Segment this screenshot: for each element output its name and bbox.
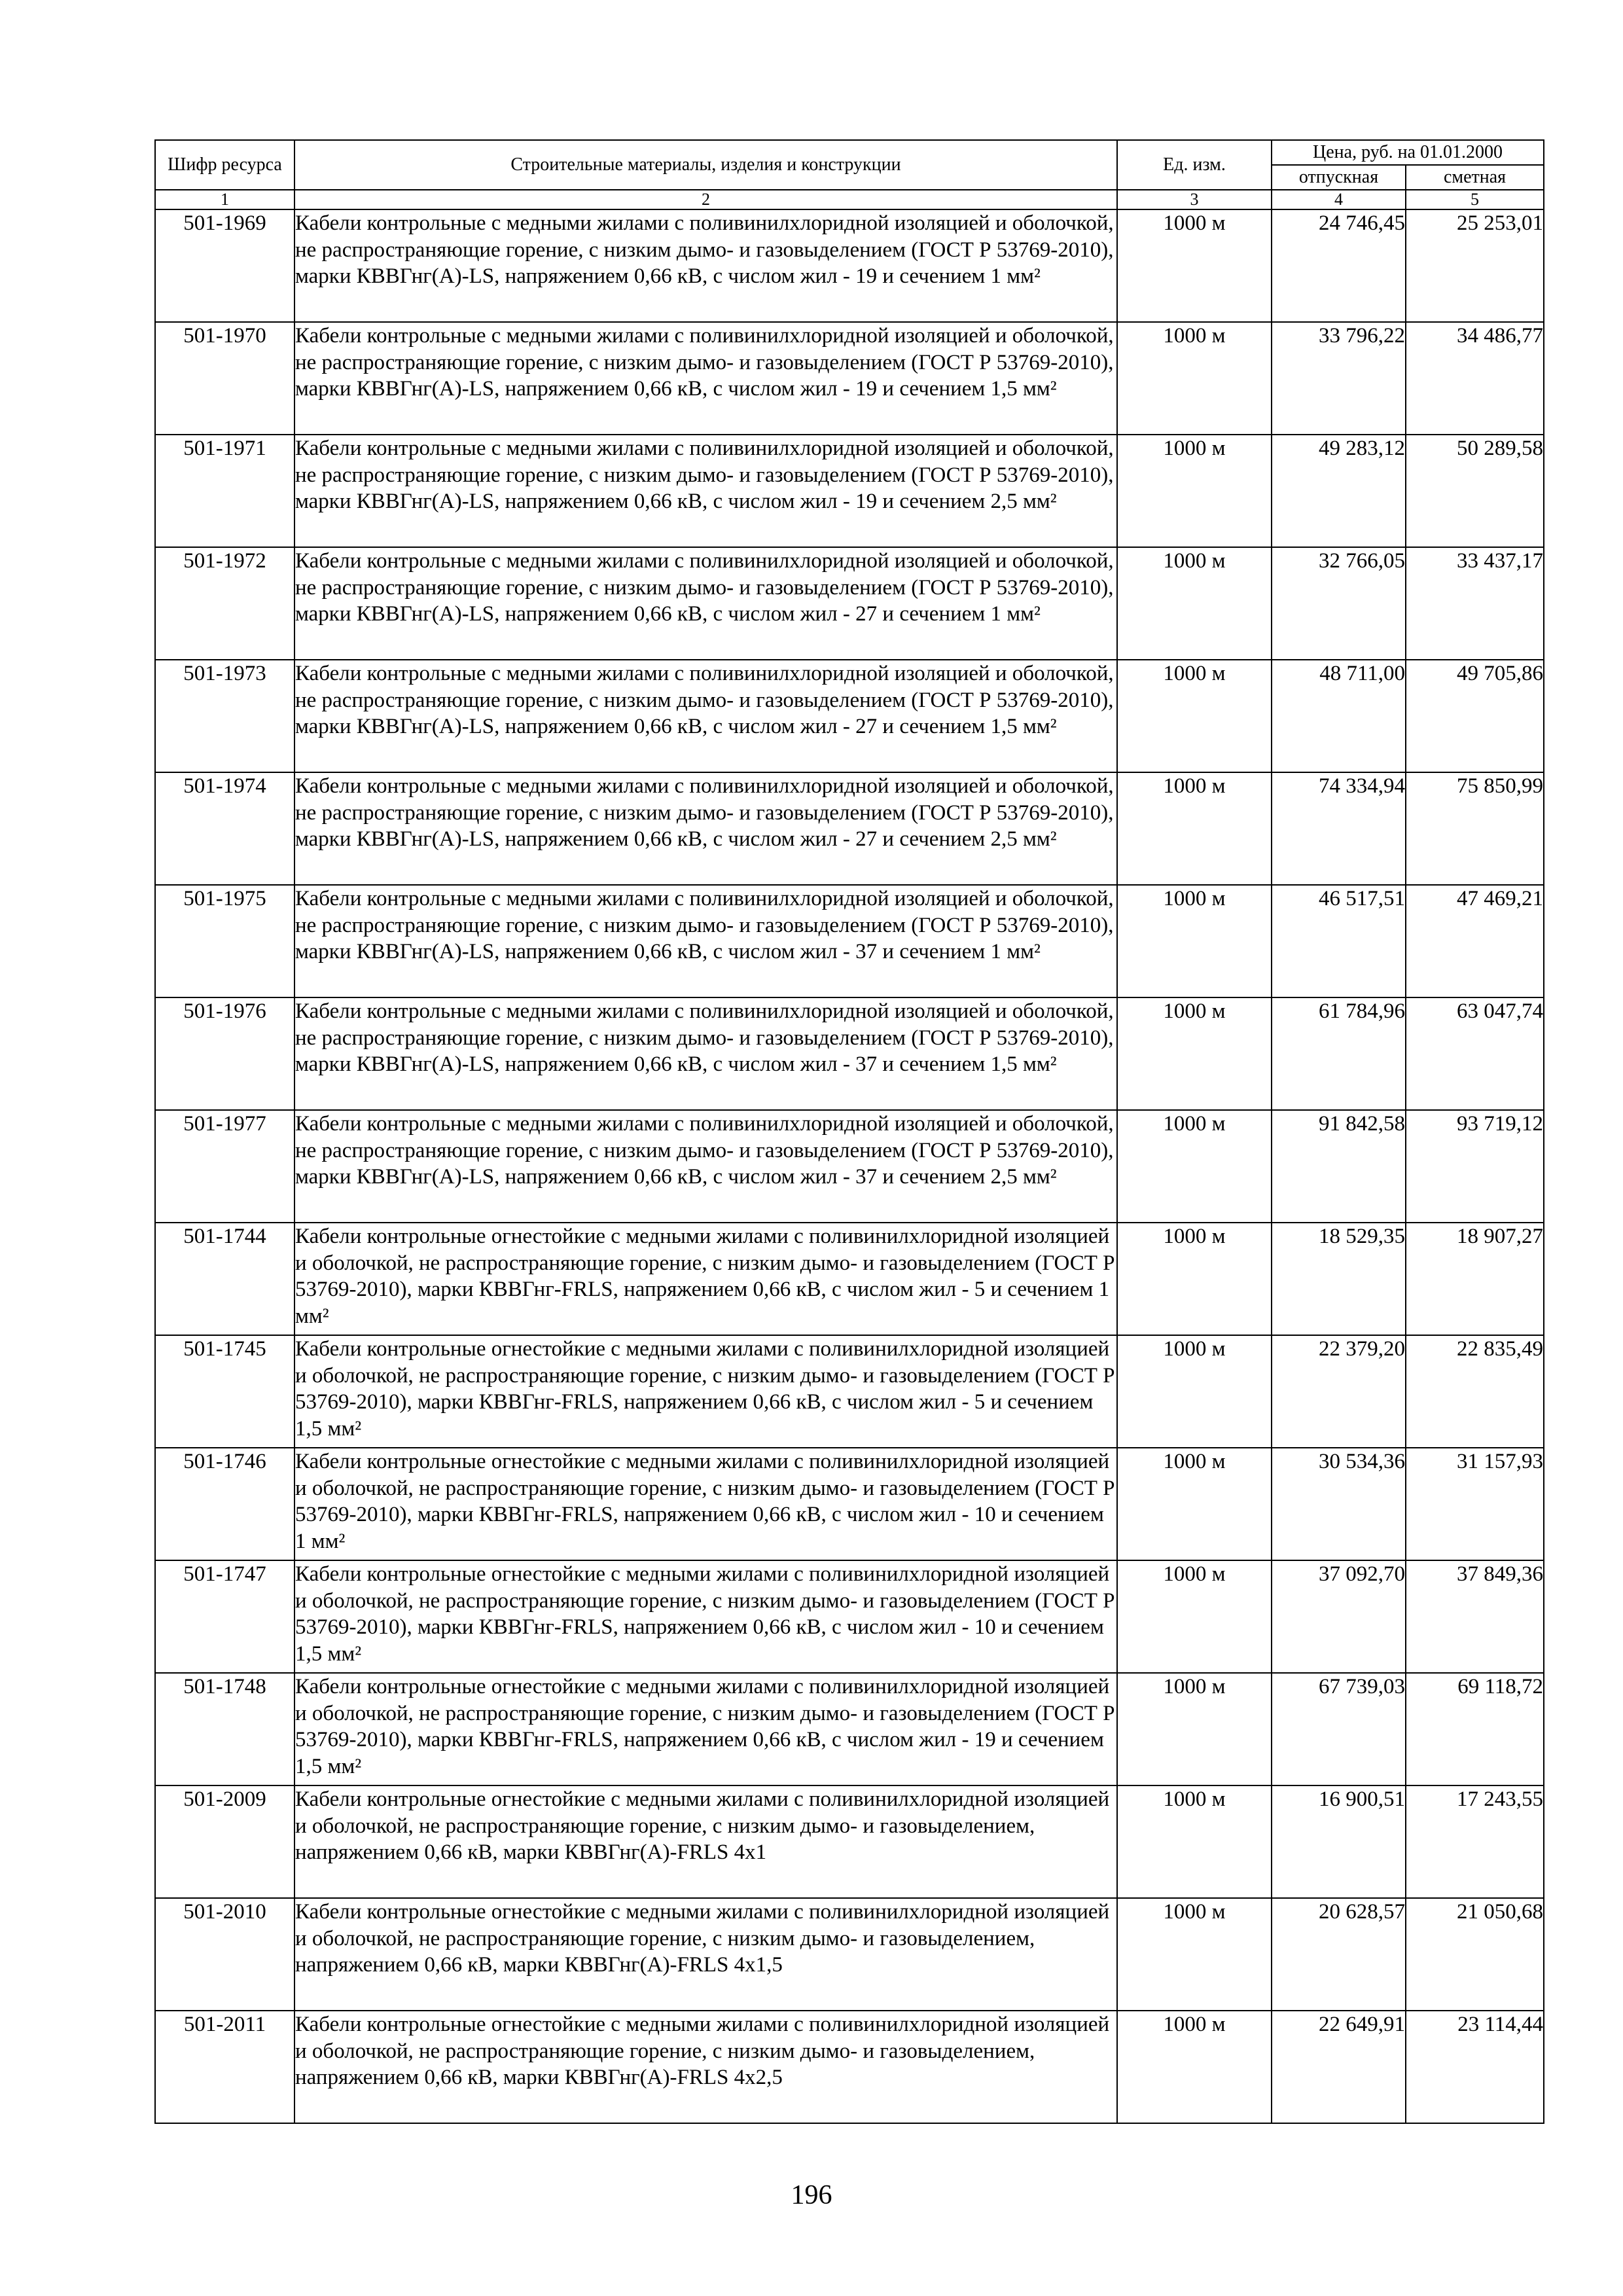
unit-of-measure: 1000 м xyxy=(1117,1560,1272,1673)
estimate-price: 21 050,68 xyxy=(1406,1898,1544,2011)
column-number: 1 xyxy=(155,190,294,209)
material-description: Кабели контрольные огнестойкие с медными жилами с поливинилхлоридной изоляцией и оболочкой, не распространяющие горение, с низким дымо- и газовыделением (ГОСТ Р 53769-2010), марки КВВГнг-FRLS, напряжением 0,66 кВ, с числом жил - 19 и сечением 1,5 мм² xyxy=(294,1673,1117,1785)
unit-of-measure: 1000 м xyxy=(1117,772,1272,885)
release-price: 61 784,96 xyxy=(1272,997,1406,1110)
estimate-price: 23 114,44 xyxy=(1406,2011,1544,2123)
estimate-price: 75 850,99 xyxy=(1406,772,1544,885)
table-row xyxy=(155,1560,1544,1673)
table-row xyxy=(155,1673,1544,1785)
table-row xyxy=(155,997,1544,1110)
resource-code: 501-2010 xyxy=(155,1898,294,2011)
release-price: 33 796,22 xyxy=(1272,322,1406,435)
release-price: 32 766,05 xyxy=(1272,547,1406,660)
material-description: Кабели контрольные огнестойкие с медными жилами с поливинилхлоридной изоляцией и оболочкой, не распространяющие горение, с низким дымо- и газовыделением, напряжением 0,66 кВ, марки КВВГнг(А)-FRLS 4х2,5 xyxy=(294,2011,1117,2123)
material-description: Кабели контрольные огнестойкие с медными жилами с поливинилхлоридной изоляцией и оболочкой, не распространяющие горение, с низким дымо- и газовыделением, напряжением 0,66 кВ, марки КВВГнг(А)-FRLS 4х1 xyxy=(294,1785,1117,1898)
unit-of-measure: 1000 м xyxy=(1117,660,1272,772)
unit-of-measure: 1000 м xyxy=(1117,322,1272,435)
price-table xyxy=(154,139,1544,2124)
estimate-price: 25 253,01 xyxy=(1406,209,1544,322)
resource-code: 501-1977 xyxy=(155,1110,294,1223)
resource-code: 501-1971 xyxy=(155,435,294,547)
material-description: Кабели контрольные с медными жилами с поливинилхлоридной изоляцией и оболочкой, не распространяющие горение, с низким дымо- и газовыделением (ГОСТ Р 53769-2010), марки КВВГнг(А)-LS, напряжением 0,66 кВ, с числом жил - 19 и сечением 1 мм² xyxy=(294,209,1117,322)
material-description: Кабели контрольные огнестойкие с медными жилами с поливинилхлоридной изоляцией и оболочкой, не распространяющие горение, с низким дымо- и газовыделением (ГОСТ Р 53769-2010), марки КВВГнг-FRLS, напряжением 0,66 кВ, с числом жил - 10 и сечением 1,5 мм² xyxy=(294,1560,1117,1673)
release-price: 46 517,51 xyxy=(1272,885,1406,997)
material-description: Кабели контрольные огнестойкие с медными жилами с поливинилхлоридной изоляцией и оболочкой, не распространяющие горение, с низким дымо- и газовыделением (ГОСТ Р 53769-2010), марки КВВГнг-FRLS, напряжением 0,66 кВ, с числом жил - 5 и сечением 1 мм² xyxy=(294,1223,1117,1335)
release-price: 30 534,36 xyxy=(1272,1448,1406,1560)
release-price: 16 900,51 xyxy=(1272,1785,1406,1898)
unit-of-measure: 1000 м xyxy=(1117,2011,1272,2123)
unit-of-measure: 1000 м xyxy=(1117,209,1272,322)
material-description: Кабели контрольные с медными жилами с поливинилхлоридной изоляцией и оболочкой, не распространяющие горение, с низким дымо- и газовыделением (ГОСТ Р 53769-2010), марки КВВГнг(А)-LS, напряжением 0,66 кВ, с числом жил - 37 и сечением 1 мм² xyxy=(294,885,1117,997)
resource-code: 501-1744 xyxy=(155,1223,294,1335)
release-price: 22 379,20 xyxy=(1272,1335,1406,1448)
table-row xyxy=(155,547,1544,660)
table-row xyxy=(155,1785,1544,1898)
unit-of-measure: 1000 м xyxy=(1117,1448,1272,1560)
table-row xyxy=(155,1110,1544,1223)
release-price: 18 529,35 xyxy=(1272,1223,1406,1335)
resource-code: 501-1748 xyxy=(155,1673,294,1785)
header-code: Шифр ресурса xyxy=(155,140,294,190)
unit-of-measure: 1000 м xyxy=(1117,1673,1272,1785)
resource-code: 501-1976 xyxy=(155,997,294,1110)
table-row xyxy=(155,435,1544,547)
release-price: 37 092,70 xyxy=(1272,1560,1406,1673)
estimate-price: 63 047,74 xyxy=(1406,997,1544,1110)
estimate-price: 17 243,55 xyxy=(1406,1785,1544,1898)
column-number: 5 xyxy=(1406,190,1544,209)
resource-code: 501-1745 xyxy=(155,1335,294,1448)
unit-of-measure: 1000 м xyxy=(1117,1898,1272,2011)
release-price: 24 746,45 xyxy=(1272,209,1406,322)
material-description: Кабели контрольные с медными жилами с поливинилхлоридной изоляцией и оболочкой, не распространяющие горение, с низким дымо- и газовыделением (ГОСТ Р 53769-2010), марки КВВГнг(А)-LS, напряжением 0,66 кВ, с числом жил - 27 и сечением 1 мм² xyxy=(294,547,1117,660)
material-description: Кабели контрольные с медными жилами с поливинилхлоридной изоляцией и оболочкой, не распространяющие горение, с низким дымо- и газовыделением (ГОСТ Р 53769-2010), марки КВВГнг(А)-LS, напряжением 0,66 кВ, с числом жил - 27 и сечением 2,5 мм² xyxy=(294,772,1117,885)
estimate-price: 69 118,72 xyxy=(1406,1673,1544,1785)
estimate-price: 37 849,36 xyxy=(1406,1560,1544,1673)
resource-code: 501-1747 xyxy=(155,1560,294,1673)
material-description: Кабели контрольные с медными жилами с поливинилхлоридной изоляцией и оболочкой, не распространяющие горение, с низким дымо- и газовыделением (ГОСТ Р 53769-2010), марки КВВГнг(А)-LS, напряжением 0,66 кВ, с числом жил - 37 и сечением 2,5 мм² xyxy=(294,1110,1117,1223)
estimate-price: 49 705,86 xyxy=(1406,660,1544,772)
release-price: 74 334,94 xyxy=(1272,772,1406,885)
unit-of-measure: 1000 м xyxy=(1117,997,1272,1110)
unit-of-measure: 1000 м xyxy=(1117,885,1272,997)
table-row xyxy=(155,322,1544,435)
table-row xyxy=(155,1223,1544,1335)
estimate-price: 18 907,27 xyxy=(1406,1223,1544,1335)
unit-of-measure: 1000 м xyxy=(1117,1223,1272,1335)
column-number: 3 xyxy=(1117,190,1272,209)
material-description: Кабели контрольные с медными жилами с поливинилхлоридной изоляцией и оболочкой, не распространяющие горение, с низким дымо- и газовыделением (ГОСТ Р 53769-2010), марки КВВГнг(А)-LS, напряжением 0,66 кВ, с числом жил - 37 и сечением 1,5 мм² xyxy=(294,997,1117,1110)
resource-code: 501-1972 xyxy=(155,547,294,660)
material-description: Кабели контрольные огнестойкие с медными жилами с поливинилхлоридной изоляцией и оболочкой, не распространяющие горение, с низким дымо- и газовыделением (ГОСТ Р 53769-2010), марки КВВГнг-FRLS, напряжением 0,66 кВ, с числом жил - 10 и сечением 1 мм² xyxy=(294,1448,1117,1560)
resource-code: 501-1973 xyxy=(155,660,294,772)
unit-of-measure: 1000 м xyxy=(1117,1335,1272,1448)
table-row xyxy=(155,209,1544,322)
table-row xyxy=(155,660,1544,772)
header-materials: Строительные материалы, изделия и конструкции xyxy=(294,140,1117,190)
table-row xyxy=(155,885,1544,997)
table-row xyxy=(155,1448,1544,1560)
material-description: Кабели контрольные с медными жилами с поливинилхлоридной изоляцией и оболочкой, не распространяющие горение, с низким дымо- и газовыделением (ГОСТ Р 53769-2010), марки КВВГнг(А)-LS, напряжением 0,66 кВ, с числом жил - 19 и сечением 1,5 мм² xyxy=(294,322,1117,435)
table-row xyxy=(155,1898,1544,2011)
material-description: Кабели контрольные огнестойкие с медными жилами с поливинилхлоридной изоляцией и оболочкой, не распространяющие горение, с низким дымо- и газовыделением (ГОСТ Р 53769-2010), марки КВВГнг-FRLS, напряжением 0,66 кВ, с числом жил - 5 и сечением 1,5 мм² xyxy=(294,1335,1117,1448)
estimate-price: 50 289,58 xyxy=(1406,435,1544,547)
estimate-price: 22 835,49 xyxy=(1406,1335,1544,1448)
estimate-price: 93 719,12 xyxy=(1406,1110,1544,1223)
estimate-price: 34 486,77 xyxy=(1406,322,1544,435)
material-description: Кабели контрольные с медными жилами с поливинилхлоридной изоляцией и оболочкой, не распространяющие горение, с низким дымо- и газовыделением (ГОСТ Р 53769-2010), марки КВВГнг(А)-LS, напряжением 0,66 кВ, с числом жил - 27 и сечением 1,5 мм² xyxy=(294,660,1117,772)
release-price: 20 628,57 xyxy=(1272,1898,1406,2011)
header-price: Цена, руб. на 01.01.2000 xyxy=(1272,140,1544,165)
estimate-price: 47 469,21 xyxy=(1406,885,1544,997)
header-price-estimate: сметная xyxy=(1406,165,1544,190)
unit-of-measure: 1000 м xyxy=(1117,1110,1272,1223)
release-price: 22 649,91 xyxy=(1272,2011,1406,2123)
release-price: 91 842,58 xyxy=(1272,1110,1406,1223)
unit-of-measure: 1000 м xyxy=(1117,1785,1272,1898)
column-number: 2 xyxy=(294,190,1117,209)
table-row xyxy=(155,2011,1544,2123)
resource-code: 501-1974 xyxy=(155,772,294,885)
resource-code: 501-1970 xyxy=(155,322,294,435)
unit-of-measure: 1000 м xyxy=(1117,435,1272,547)
resource-code: 501-1975 xyxy=(155,885,294,997)
header-unit: Ед. изм. xyxy=(1117,140,1272,190)
unit-of-measure: 1000 м xyxy=(1117,547,1272,660)
column-number: 4 xyxy=(1272,190,1406,209)
resource-code: 501-1746 xyxy=(155,1448,294,1560)
release-price: 48 711,00 xyxy=(1272,660,1406,772)
header-price-release: отпускная xyxy=(1272,165,1406,190)
page-number: 196 xyxy=(791,2180,832,2210)
resource-code: 501-2011 xyxy=(155,2011,294,2123)
release-price: 49 283,12 xyxy=(1272,435,1406,547)
resource-code: 501-2009 xyxy=(155,1785,294,1898)
table-row xyxy=(155,772,1544,885)
material-description: Кабели контрольные с медными жилами с поливинилхлоридной изоляцией и оболочкой, не распространяющие горение, с низким дымо- и газовыделением (ГОСТ Р 53769-2010), марки КВВГнг(А)-LS, напряжением 0,66 кВ, с числом жил - 19 и сечением 2,5 мм² xyxy=(294,435,1117,547)
resource-code: 501-1969 xyxy=(155,209,294,322)
estimate-price: 33 437,17 xyxy=(1406,547,1544,660)
table-row xyxy=(155,1335,1544,1448)
release-price: 67 739,03 xyxy=(1272,1673,1406,1785)
estimate-price: 31 157,93 xyxy=(1406,1448,1544,1560)
material-description: Кабели контрольные огнестойкие с медными жилами с поливинилхлоридной изоляцией и оболочкой, не распространяющие горение, с низким дымо- и газовыделением, напряжением 0,66 кВ, марки КВВГнг(А)-FRLS 4х1,5 xyxy=(294,1898,1117,2011)
